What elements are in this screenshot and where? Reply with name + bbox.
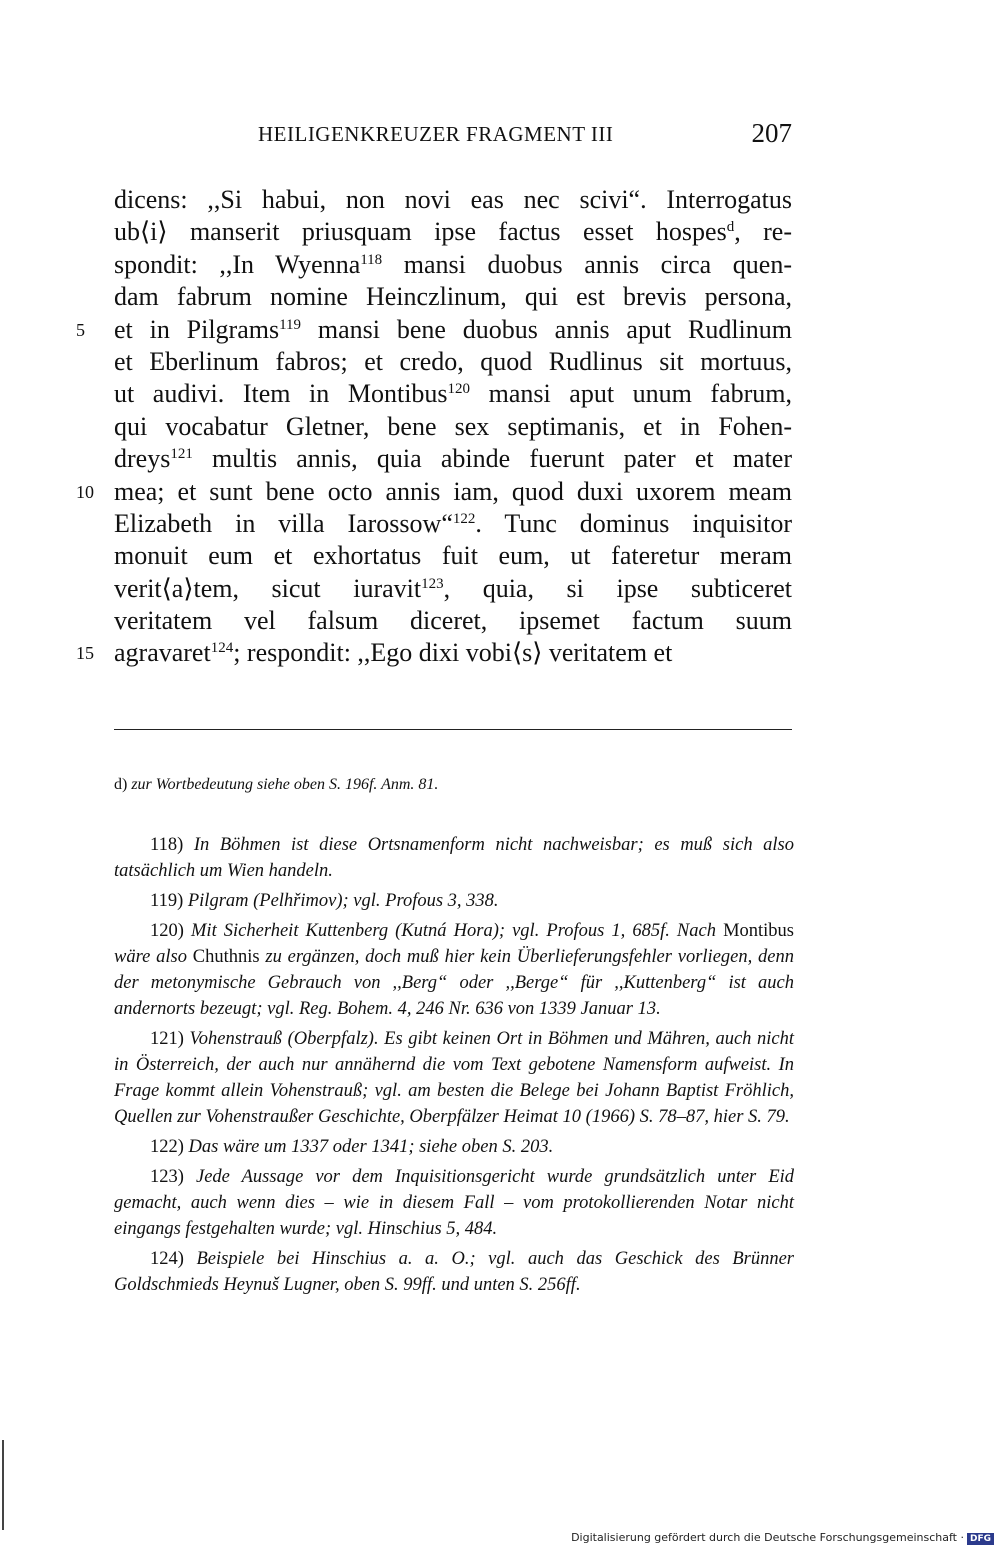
endnote-number: 123) xyxy=(150,1167,184,1187)
endnote-text: Das wäre um 1337 oder 1341; siehe oben S. 203. xyxy=(188,1137,554,1157)
line-text-continued: . Tunc dominus inquisitor xyxy=(475,508,792,538)
page-number: 207 xyxy=(751,118,792,148)
footnote-reference: 123 xyxy=(421,575,444,592)
endnote xyxy=(114,1246,794,1298)
endnote xyxy=(114,1026,794,1130)
endnote xyxy=(114,1164,794,1242)
endnote-text: Montibus xyxy=(723,921,795,941)
endnote-number: 124) xyxy=(150,1249,184,1269)
line-text: dicens: ,,Si habui, non novi eas nec scivi“. Interrogatus xyxy=(114,185,792,214)
text-line xyxy=(114,281,792,313)
text-line xyxy=(114,508,792,540)
footnote-reference: 121 xyxy=(170,446,193,463)
text-line xyxy=(114,605,792,637)
line-text-continued: mansi duobus annis circa quen- xyxy=(382,249,792,279)
text-line xyxy=(76,476,792,508)
endnote-text: Vohenstrauß (Oberpfalz). Es gibt keinen Ort in Böhmen und Mähren, auch nicht in Österreich, der auch nur annähernd die vom Text gebotene Namensform aufweist. In Frage kommt allein Vohenstrauß; vgl. am besten die Belege bei Johann Baptist Fröhlich, Quellen zur Vohenstraußer Geschichte, Oberpfälzer Heimat 10 (1966) S. 78–87, hier S. 79. xyxy=(114,1029,794,1127)
line-text-continued: multis annis, quia abinde fuerunt pater et mater xyxy=(192,444,792,474)
line-text-continued: , re- xyxy=(734,217,792,247)
line-text: ut audivi. Item in Montibus xyxy=(114,379,448,409)
endnote-text: Mit Sicherheit Kuttenberg (Kutná Hora); vgl. Profous 1, 685f. Nach xyxy=(191,921,724,941)
footnote-reference: d xyxy=(726,219,735,236)
footnote-d-text: zur Wortbedeutung siehe oben S. 196f. Anm. 81. xyxy=(131,776,439,793)
endnote xyxy=(114,918,794,1022)
text-line xyxy=(114,216,792,248)
line-text-continued: mansi aput unum fabrum, xyxy=(470,379,792,409)
footnote-reference: 120 xyxy=(447,381,471,398)
line-text: qui vocabatur Gletner, bene sex septimanis, et in Fohen- xyxy=(114,411,792,441)
line-text: Elizabeth in villa Iarossow“ xyxy=(114,508,453,538)
line-text: dam fabrum nomine Heinczlinum, qui est brevis persona, xyxy=(114,282,792,312)
line-text: verit⟨a⟩tem, sicut iuravit xyxy=(114,573,422,603)
endnote-text: In Böhmen ist diese Ortsnamenform nicht nachweisbar; es muß sich also tatsächlich um Wien handeln. xyxy=(114,835,795,881)
text-line xyxy=(114,346,792,378)
endnote xyxy=(114,1134,794,1160)
running-header: HEILIGENKREUZER FRAGMENT III xyxy=(258,122,614,146)
endnote-number: 118) xyxy=(150,835,184,855)
endnote-text: zu ergänzen, doch muß hier kein Überlieferungsfehler vorliegen, denn der metonymische Gebrauch von ,,Berg“ oder ,,Berge“ für ,,Kuttenberg“ ist auch andernorts bezeugt; vgl. Reg. Bohem. 4, 246 Nr. 636 von 1339 Januar 13. xyxy=(114,947,794,1019)
footnote-reference: 118 xyxy=(360,251,383,268)
line-text: spondit: ,,In Wyenna xyxy=(114,249,361,279)
text-line xyxy=(76,314,793,346)
footnotes-block xyxy=(114,774,794,1302)
endnote-number: 120) xyxy=(150,921,184,941)
text-line xyxy=(114,411,792,443)
text-line xyxy=(114,540,792,572)
footnote-reference: 119 xyxy=(279,316,302,333)
line-text: agravaret xyxy=(114,638,211,668)
line-text: et in Pilgrams xyxy=(114,314,280,344)
text-line xyxy=(76,637,792,669)
scan-edge-mark xyxy=(2,1440,4,1530)
line-text: monuit eum et exhortatus fuit eum, ut fateretur meram xyxy=(114,541,792,571)
footnote-d-label: d) xyxy=(114,776,128,793)
text-line xyxy=(114,443,792,475)
endnote-number: 122) xyxy=(150,1137,184,1157)
footnote-reference: 122 xyxy=(452,510,476,527)
text-line xyxy=(114,573,792,605)
endnote-number: 119) xyxy=(150,891,184,911)
endnote xyxy=(114,832,794,884)
endnote-text: Beispiele bei Hinschius a. a. O.; vgl. auch das Geschick des Brünner Goldschmieds Heynuš Lugner, oben S. 99ff. und unten S. 256ff. xyxy=(114,1249,795,1295)
endnote-text: Jede Aussage vor dem Inquisitionsgericht wurde grundsätzlich unter Eid gemacht, auch wenn dies – wie in diesem Fall – vom protokollierenden Notar nicht eingangs festgehalten wurde; vgl. Hinschius 5, 484. xyxy=(114,1167,795,1239)
line-text: veritatem vel falsum diceret, ipsemet factum suum xyxy=(114,606,792,636)
footer-text: Digitalisierung gefördert durch die Deutsche Forschungsgemeinschaft · xyxy=(571,1531,964,1544)
line-text: ub⟨i⟩ manserit priusquam ipse factus esset hospes xyxy=(114,217,727,247)
line-text-continued: ; respondit: ,,Ego dixi vobi⟨s⟩ veritatem et xyxy=(233,638,673,668)
footnote-reference: 124 xyxy=(210,640,234,657)
footnote-d xyxy=(114,774,794,796)
line-number: 10 xyxy=(76,481,94,502)
line-text: et Eberlinum fabros; et credo, quod Rudlinus sit mortuus, xyxy=(114,346,792,376)
line-text-continued: mansi bene duobus annis aput Rudlinum xyxy=(301,314,793,344)
digitization-footer xyxy=(571,1531,994,1545)
text-line xyxy=(114,184,792,216)
endnotes-list xyxy=(114,832,794,1298)
line-text-continued: , quia, si ipse subticeret xyxy=(443,573,792,603)
dfg-logo: DFG xyxy=(967,1533,994,1545)
endnote-text: Chuthnis xyxy=(192,947,260,967)
text-line xyxy=(114,249,792,281)
endnote xyxy=(114,888,794,914)
endnote-text: wäre also xyxy=(114,947,193,967)
text-line xyxy=(114,378,792,410)
endnote-number: 121) xyxy=(150,1029,184,1049)
line-text: dreys xyxy=(114,444,171,474)
main-text-block xyxy=(76,184,793,670)
footnote-separator-rule xyxy=(114,729,792,730)
line-number: 15 xyxy=(76,643,94,664)
line-text: mea; et sunt bene octo annis iam, quod duxi uxorem meam xyxy=(114,476,792,506)
endnote-text: Pilgram (Pelhřimov); vgl. Profous 3, 338. xyxy=(187,891,499,911)
line-number: 5 xyxy=(76,319,85,340)
